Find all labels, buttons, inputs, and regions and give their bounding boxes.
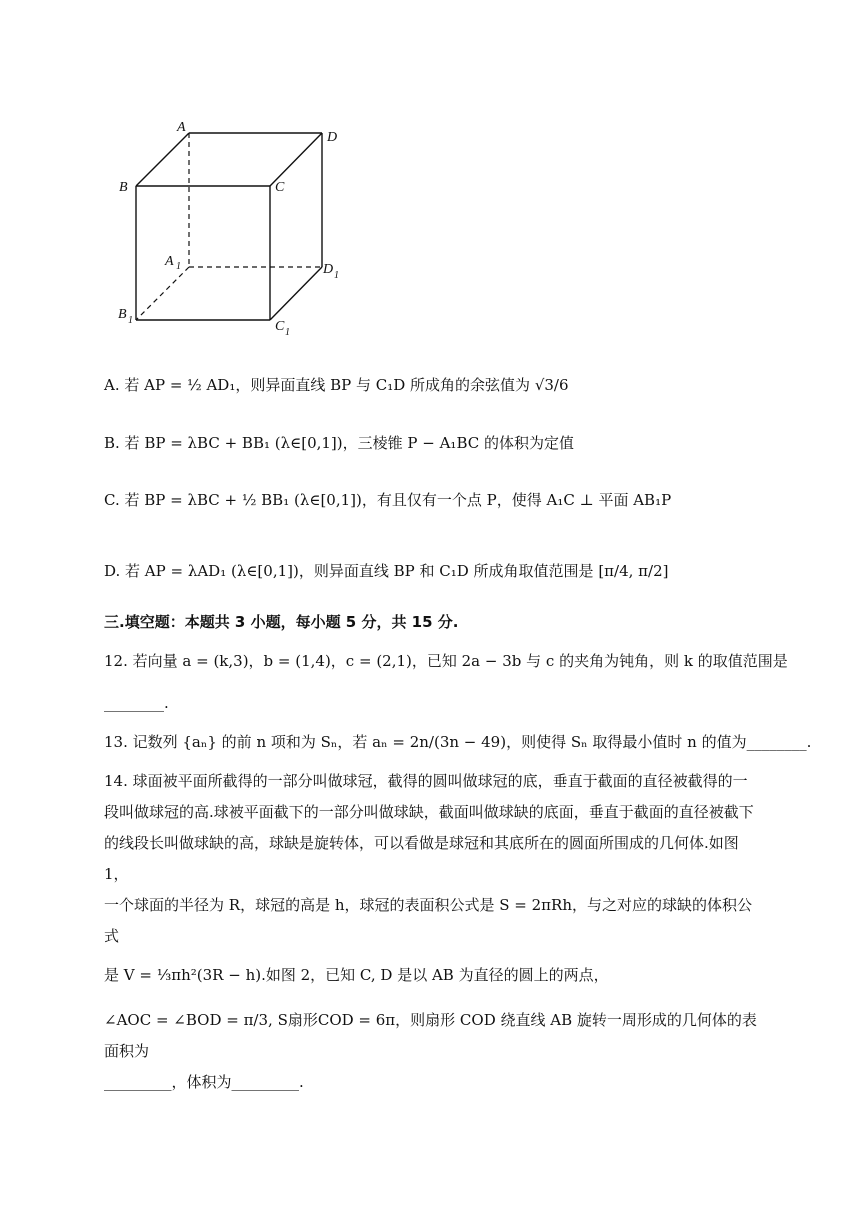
question-14-line-2: 段叫做球冠的高.球被平面截下的一部分叫做球缺，截面叫做球缺的底面，垂直于截面的直径被截下 [104, 803, 754, 821]
label-a1-sub: 1 [176, 261, 181, 272]
label-b1: B [118, 307, 127, 322]
edge-dc [270, 133, 322, 186]
label-b: B [119, 180, 128, 195]
question-14 [104, 766, 764, 1098]
cube-figure [105, 115, 365, 345]
label-a: A [177, 120, 186, 135]
option-a: A. 若 AP = ½ AD₁，则异面直线 BP 与 C₁D 所成角的余弦值为 √3/6 [104, 376, 569, 394]
option-c: C. 若 BP = λBC + ½ BB₁ (λ∈[0,1])，有且仅有一个点 P，使得 A₁C ⊥ 平面 AB₁P [104, 491, 672, 509]
question-13: 13. 记数列 {aₙ} 的前 n 项和为 Sₙ，若 aₙ = 2n/(3n − 49)，则使得 Sₙ 取得最小值时 n 的值为________. [104, 733, 812, 751]
question-14-line-4: 一个球面的半径为 R，球冠的高是 h，球冠的表面积公式是 S = 2πRh，与之对应的球缺的体积公式 [104, 896, 752, 945]
edge-ba [136, 133, 189, 186]
option-b: B. 若 BP = λBC + BB₁ (λ∈[0,1])，三棱锥 P − A₁BC 的体积为定值 [104, 434, 574, 452]
question-14-line-6: ∠AOC = ∠BOD = π/3, S扇形COD = 6π，则扇形 COD 绕直线 AB 旋转一周形成的几何体的表面积为 [104, 1011, 757, 1060]
label-b1-sub: 1 [128, 315, 133, 326]
label-d1: D [323, 262, 334, 277]
question-14-line-1: 14. 球面被平面所截得的一部分叫做球冠，截得的圆叫做球冠的底，垂直于截面的直径被截得的一 [104, 772, 748, 790]
question-14-line-3: 的线段长叫做球缺的高，球缺是旋转体，可以看做是球冠和其底所在的圆面所围成的几何体.如图 1， [104, 834, 739, 883]
label-c1: C [275, 319, 285, 334]
label-a1: A [165, 254, 174, 269]
label-d: D [327, 130, 338, 145]
hidden-edge-a1b1 [136, 267, 189, 320]
question-12-blank: ________. [104, 694, 169, 712]
edge-d1c1 [270, 267, 322, 320]
section-title: 三.填空题：本题共 3 小题，每小题 5 分，共 15 分. [104, 613, 459, 631]
option-d: D. 若 AP = λAD₁ (λ∈[0,1])，则异面直线 BP 和 C₁D 所成角取值范围是 [π/4, π/2] [104, 562, 669, 580]
question-14-line-5: 是 V = ⅓πh²(3R − h).如图 2，已知 C, D 是以 AB 为直径的圆上的两点， [104, 966, 609, 984]
label-d1-sub: 1 [334, 270, 339, 281]
label-c1-sub: 1 [285, 327, 290, 338]
question-12: 12. 若向量 a = (k,3)，b = (1,4)，c = (2,1)，已知 2a − 3b 与 c 的夹角为钝角，则 k 的取值范围是 [104, 652, 788, 670]
label-c: C [275, 180, 285, 195]
question-14-line-7: _________，体积为_________. [104, 1073, 304, 1091]
